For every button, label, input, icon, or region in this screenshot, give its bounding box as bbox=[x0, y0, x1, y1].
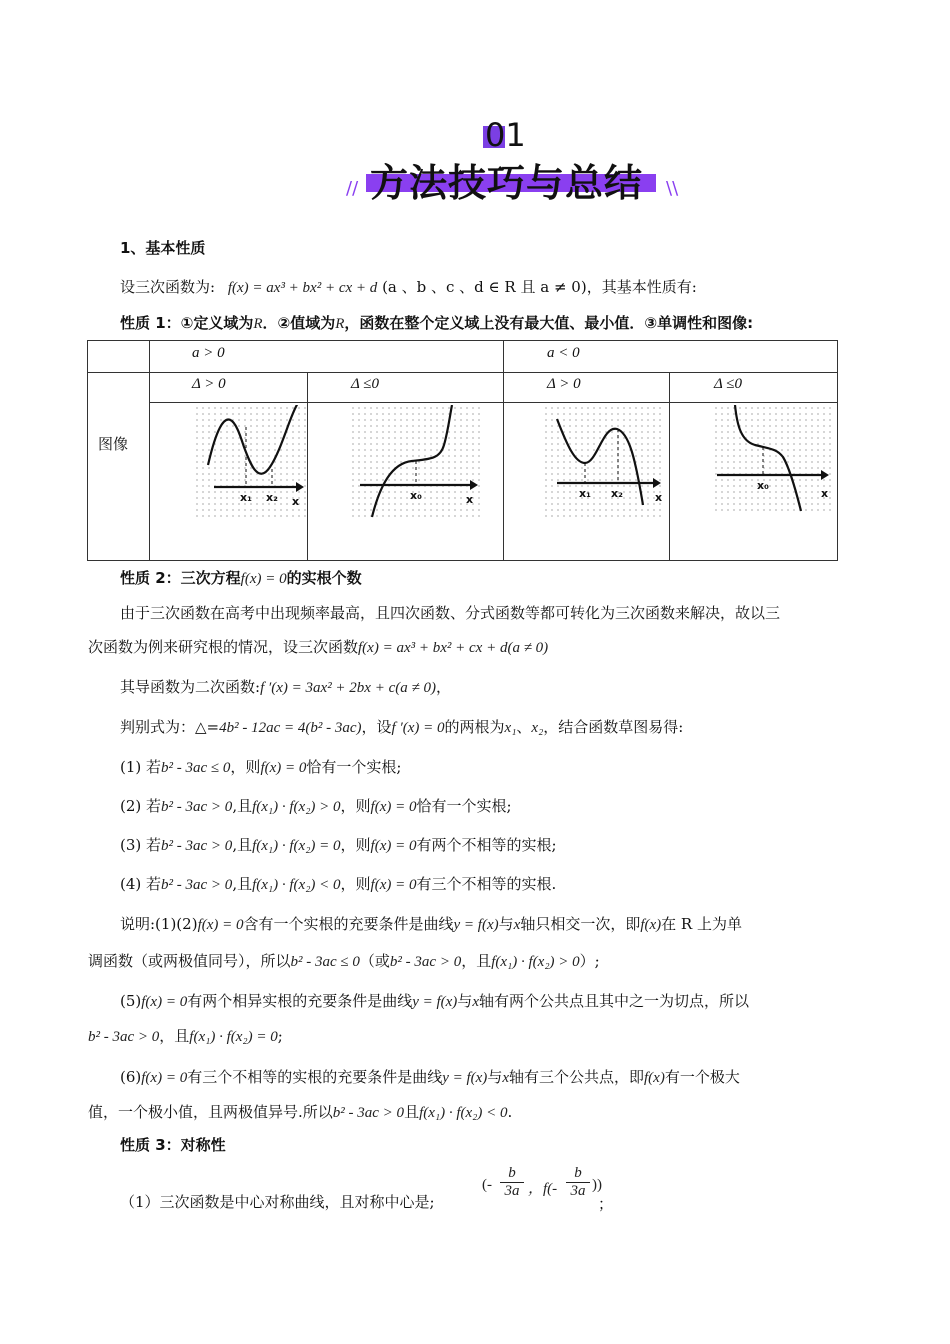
note2-a: 调函数（或两极值同号），所以 bbox=[88, 952, 291, 970]
note5-b: 有两个相异实根的充要条件是曲线 bbox=[187, 992, 413, 1010]
note2-b: （或 bbox=[359, 952, 390, 970]
note6-c: 与 bbox=[487, 1068, 503, 1086]
derivative-eq: f ′(x) = 3ax² + 2bx + c(a ≠ 0) bbox=[260, 680, 436, 696]
prop2-para1-line2 bbox=[88, 636, 548, 657]
note-1-line2 bbox=[88, 950, 600, 971]
note6-line2-a: 值，一个极小值，且两极值异号.所以 bbox=[88, 1103, 333, 1121]
note1-d: 轴只相交一次，即 bbox=[520, 915, 641, 933]
note6-x: x bbox=[502, 1070, 509, 1086]
graph1-curve bbox=[208, 405, 298, 474]
note1-eq3: f(x) bbox=[640, 917, 662, 933]
note6-e: 有一个极大 bbox=[664, 1068, 740, 1086]
sym-frac2-den: 3a bbox=[570, 1183, 586, 1199]
graph-a-neg-disc-le bbox=[713, 405, 833, 515]
case-3 bbox=[120, 834, 557, 855]
disc-x1: x₁ bbox=[504, 720, 517, 736]
graph2-label-x0: x₀ bbox=[410, 489, 422, 502]
disc-text-b: ，设 bbox=[361, 718, 392, 736]
case1-c: 恰有一个实根; bbox=[306, 758, 402, 776]
prop1-part-c: ，函数在整个定义域上没有最大值、最小值．③单调性和图像: bbox=[344, 314, 754, 332]
graph3-label-x2: x₂ bbox=[611, 487, 623, 500]
prop3-heading: 性质 3：对称性 bbox=[120, 1136, 226, 1154]
note5-line2-a: ，且 bbox=[159, 1027, 190, 1045]
header-disc-le-2: Δ ≤0 bbox=[714, 376, 743, 392]
graph1-label-x: x bbox=[292, 495, 300, 508]
disc-text-a: 判别式为：△= bbox=[120, 718, 220, 736]
monotonicity-table bbox=[87, 340, 838, 561]
note1-c: 与 bbox=[498, 915, 514, 933]
graph4-curve bbox=[735, 405, 801, 511]
disc-text-c: 的两根为 bbox=[444, 718, 505, 736]
graph3-label-x1: x₁ bbox=[579, 487, 591, 500]
note5-c: 与 bbox=[457, 992, 473, 1010]
case2-eq3: f(x) = 0 bbox=[370, 799, 417, 815]
note6-line2-c: . bbox=[507, 1103, 513, 1121]
note1-e: 在 R 上为单 bbox=[661, 915, 742, 933]
prop1-part-b: ．②值域为 bbox=[262, 314, 336, 332]
case2-c: ，则 bbox=[340, 797, 371, 815]
prop3-line1-text: （1）三次函数是中心对称曲线，且对称中心是; bbox=[120, 1193, 435, 1211]
note-6-line2 bbox=[88, 1101, 512, 1122]
discriminant-line bbox=[120, 716, 683, 737]
row-label: 图像 bbox=[98, 435, 129, 453]
case4-eq2: f(x₁) · f(x₂) < 0 bbox=[252, 877, 341, 893]
graph3-label-x: x bbox=[655, 491, 663, 504]
prop2-heading-eq: f(x) = 0 bbox=[240, 571, 287, 587]
graph1-arrow-icon bbox=[296, 482, 304, 492]
derivative-end: ， bbox=[435, 678, 451, 696]
case3-eq: b² - 3ac > 0 bbox=[161, 838, 233, 854]
note6-eq: f(x) = 0 bbox=[141, 1070, 188, 1086]
note6-b: 有三个不相等的实根的充要条件是曲线 bbox=[187, 1068, 443, 1086]
sym-frac1-num: b bbox=[508, 1165, 516, 1181]
note1-eq: f(x) = 0 bbox=[197, 917, 244, 933]
prop1-r2: R bbox=[335, 316, 345, 332]
note5-eq2: y = f(x) bbox=[412, 994, 458, 1010]
section-header bbox=[340, 112, 680, 204]
header-disc-le-1: Δ ≤0 bbox=[351, 376, 380, 392]
note2-eq3: f(x₁) · f(x₂) > 0 bbox=[491, 954, 580, 970]
header-number: 01 bbox=[485, 116, 526, 154]
note1-x: x bbox=[513, 917, 521, 933]
derivative-line bbox=[120, 676, 451, 697]
prop1-r1: R bbox=[253, 316, 263, 332]
note5-line2-b: ; bbox=[277, 1027, 283, 1045]
note5-a: (5) bbox=[120, 992, 142, 1010]
graph3-arrow-icon bbox=[653, 478, 661, 488]
prop3-line1 bbox=[120, 1175, 435, 1215]
prop2-para1-line2-eq: f(x) = ax³ + bx² + cx + d(a ≠ 0) bbox=[358, 640, 549, 656]
note6-eq2: y = f(x) bbox=[442, 1070, 488, 1086]
note5-line2-eq: b² - 3ac > 0 bbox=[88, 1029, 160, 1045]
note-6-line1 bbox=[120, 1066, 740, 1087]
intro-suffix: ，其基本性质有: bbox=[586, 278, 697, 296]
disc-eq2: f ′(x) = 0 bbox=[391, 720, 445, 736]
intro-line bbox=[120, 276, 697, 297]
prop2-heading-a: 性质 2：三次方程 bbox=[120, 569, 241, 587]
note2-eq: b² - 3ac ≤ 0 bbox=[290, 954, 360, 970]
prop2-heading-b: 的实根个数 bbox=[286, 569, 362, 587]
case3-a: (3) 若 bbox=[120, 836, 162, 854]
case2-a: (2) 若 bbox=[120, 797, 162, 815]
sym-frac2-num: b bbox=[574, 1165, 582, 1181]
intro-prefix: 设三次函数为: bbox=[120, 278, 216, 296]
graph4-arrow-icon bbox=[821, 470, 829, 480]
case1-a: (1) 若 bbox=[120, 758, 162, 776]
case4-eq3: f(x) = 0 bbox=[370, 877, 417, 893]
case3-c: ，则 bbox=[340, 836, 371, 854]
graph2-arrow-icon bbox=[470, 480, 478, 490]
note-1-line1 bbox=[120, 913, 742, 934]
note6-line2-eq: b² - 3ac > 0 bbox=[332, 1105, 405, 1121]
graph4-label-x: x bbox=[821, 487, 829, 500]
graph-a-neg-disc-pos bbox=[543, 405, 665, 519]
header-slash-left-icon: // bbox=[346, 178, 359, 199]
case3-eq3: f(x) = 0 bbox=[370, 838, 417, 854]
sym-close: )) bbox=[592, 1177, 602, 1193]
case2-d: 恰有一个实根; bbox=[416, 797, 512, 815]
case-4 bbox=[120, 873, 556, 894]
note-5-line1 bbox=[120, 990, 749, 1011]
case2-eq: b² - 3ac > 0 bbox=[161, 799, 233, 815]
note6-line2-eq2: f(x₁) · f(x₂) < 0 bbox=[419, 1105, 508, 1121]
note-5-line2 bbox=[88, 1025, 283, 1046]
header-disc-positive-2: Δ > 0 bbox=[547, 376, 581, 392]
note6-eq3: f(x) bbox=[644, 1070, 665, 1086]
case-2 bbox=[120, 795, 512, 816]
prop1-part-a: 性质 1：①定义域为 bbox=[120, 314, 254, 332]
sym-end: ； bbox=[598, 1195, 614, 1213]
derivative-text: 其导函数为二次函数: bbox=[120, 678, 261, 696]
note6-line2-b: 且 bbox=[404, 1103, 420, 1121]
note1-a: 说明:(1)(2) bbox=[120, 915, 198, 933]
header-title: 方法技巧与总结 bbox=[370, 161, 644, 205]
section-heading: 1、基本性质 bbox=[120, 239, 206, 257]
note1-eq2: y = f(x) bbox=[453, 917, 499, 933]
disc-text-d: ，结合函数草图易得: bbox=[543, 718, 684, 736]
graph-a-pos-disc-le bbox=[350, 405, 482, 519]
intro-params: (a 、b 、c 、d ∈ R 且 a ≠ 0) bbox=[382, 278, 587, 296]
note6-a: (6) bbox=[120, 1068, 142, 1086]
disc-sep: 、 bbox=[516, 718, 532, 736]
graph1-label-x2: x₂ bbox=[266, 491, 278, 504]
intro-formula: f(x) = ax³ + bx² + cx + d bbox=[227, 280, 378, 296]
prop2-heading bbox=[120, 567, 362, 588]
graph3-curve bbox=[557, 419, 643, 505]
note5-line2-eq2: f(x₁) · f(x₂) = 0 bbox=[189, 1029, 278, 1045]
case3-eq2: f(x₁) · f(x₂) = 0 bbox=[252, 838, 341, 854]
note5-d: 轴有两个公共点且其中之一为切点，所以 bbox=[479, 992, 750, 1010]
header-a-positive: a > 0 bbox=[192, 345, 225, 361]
case1-eq: b² - 3ac ≤ 0 bbox=[161, 760, 231, 776]
note6-d: 轴有三个公共点，即 bbox=[509, 1068, 645, 1086]
case4-eq: b² - 3ac > 0 bbox=[161, 877, 233, 893]
case-1 bbox=[120, 756, 401, 777]
header-disc-positive-1: Δ > 0 bbox=[192, 376, 226, 392]
sym-fraction-1 bbox=[500, 1165, 524, 1200]
case3-b: ,且 bbox=[232, 836, 253, 854]
prop2-para1-line1: 由于三次函数在高考中出现频率最高，且四次函数、分式函数等都可转化为三次函数来解决，故以三 bbox=[120, 604, 781, 622]
case2-eq2: f(x₁) · f(x₂) > 0 bbox=[252, 799, 341, 815]
sym-fraction-2 bbox=[566, 1165, 590, 1200]
case3-d: 有两个不相等的实根; bbox=[416, 836, 557, 854]
graph4-label-x0: x₀ bbox=[757, 479, 769, 492]
graph1-label-x1: x₁ bbox=[240, 491, 252, 504]
header-slash-right-icon: \\ bbox=[666, 178, 679, 199]
header-a-negative: a < 0 bbox=[547, 345, 580, 361]
disc-x2: x₂ bbox=[531, 720, 544, 736]
sym-open: (- bbox=[482, 1177, 492, 1193]
graph-a-pos-disc-pos bbox=[194, 405, 306, 519]
note1-b: 含有一个实根的充要条件是曲线 bbox=[243, 915, 454, 933]
case1-eq2: f(x) = 0 bbox=[260, 760, 307, 776]
case4-a: (4) 若 bbox=[120, 875, 162, 893]
case4-d: 有三个不相等的实根. bbox=[416, 875, 557, 893]
note2-eq2: b² - 3ac > 0 bbox=[389, 954, 462, 970]
sym-mid: ，f(- bbox=[528, 1181, 558, 1197]
note2-d: ）; bbox=[579, 952, 600, 970]
graph2-label-x: x bbox=[466, 493, 474, 506]
case1-b: ，则 bbox=[230, 758, 261, 776]
case4-c: ，则 bbox=[340, 875, 371, 893]
prop2-para1-line2-text: 次函数为例来研究根的情况，设三次函数 bbox=[88, 638, 359, 656]
case4-b: ,且 bbox=[232, 875, 253, 893]
disc-eq: 4b² - 12ac = 4(b² - 3ac) bbox=[219, 720, 362, 736]
case2-b: ,且 bbox=[232, 797, 253, 815]
note5-x: x bbox=[472, 994, 479, 1010]
prop1-heading bbox=[120, 312, 753, 333]
note2-c: ，且 bbox=[461, 952, 492, 970]
sym-frac1-den: 3a bbox=[504, 1183, 520, 1199]
note5-eq: f(x) = 0 bbox=[141, 994, 188, 1010]
